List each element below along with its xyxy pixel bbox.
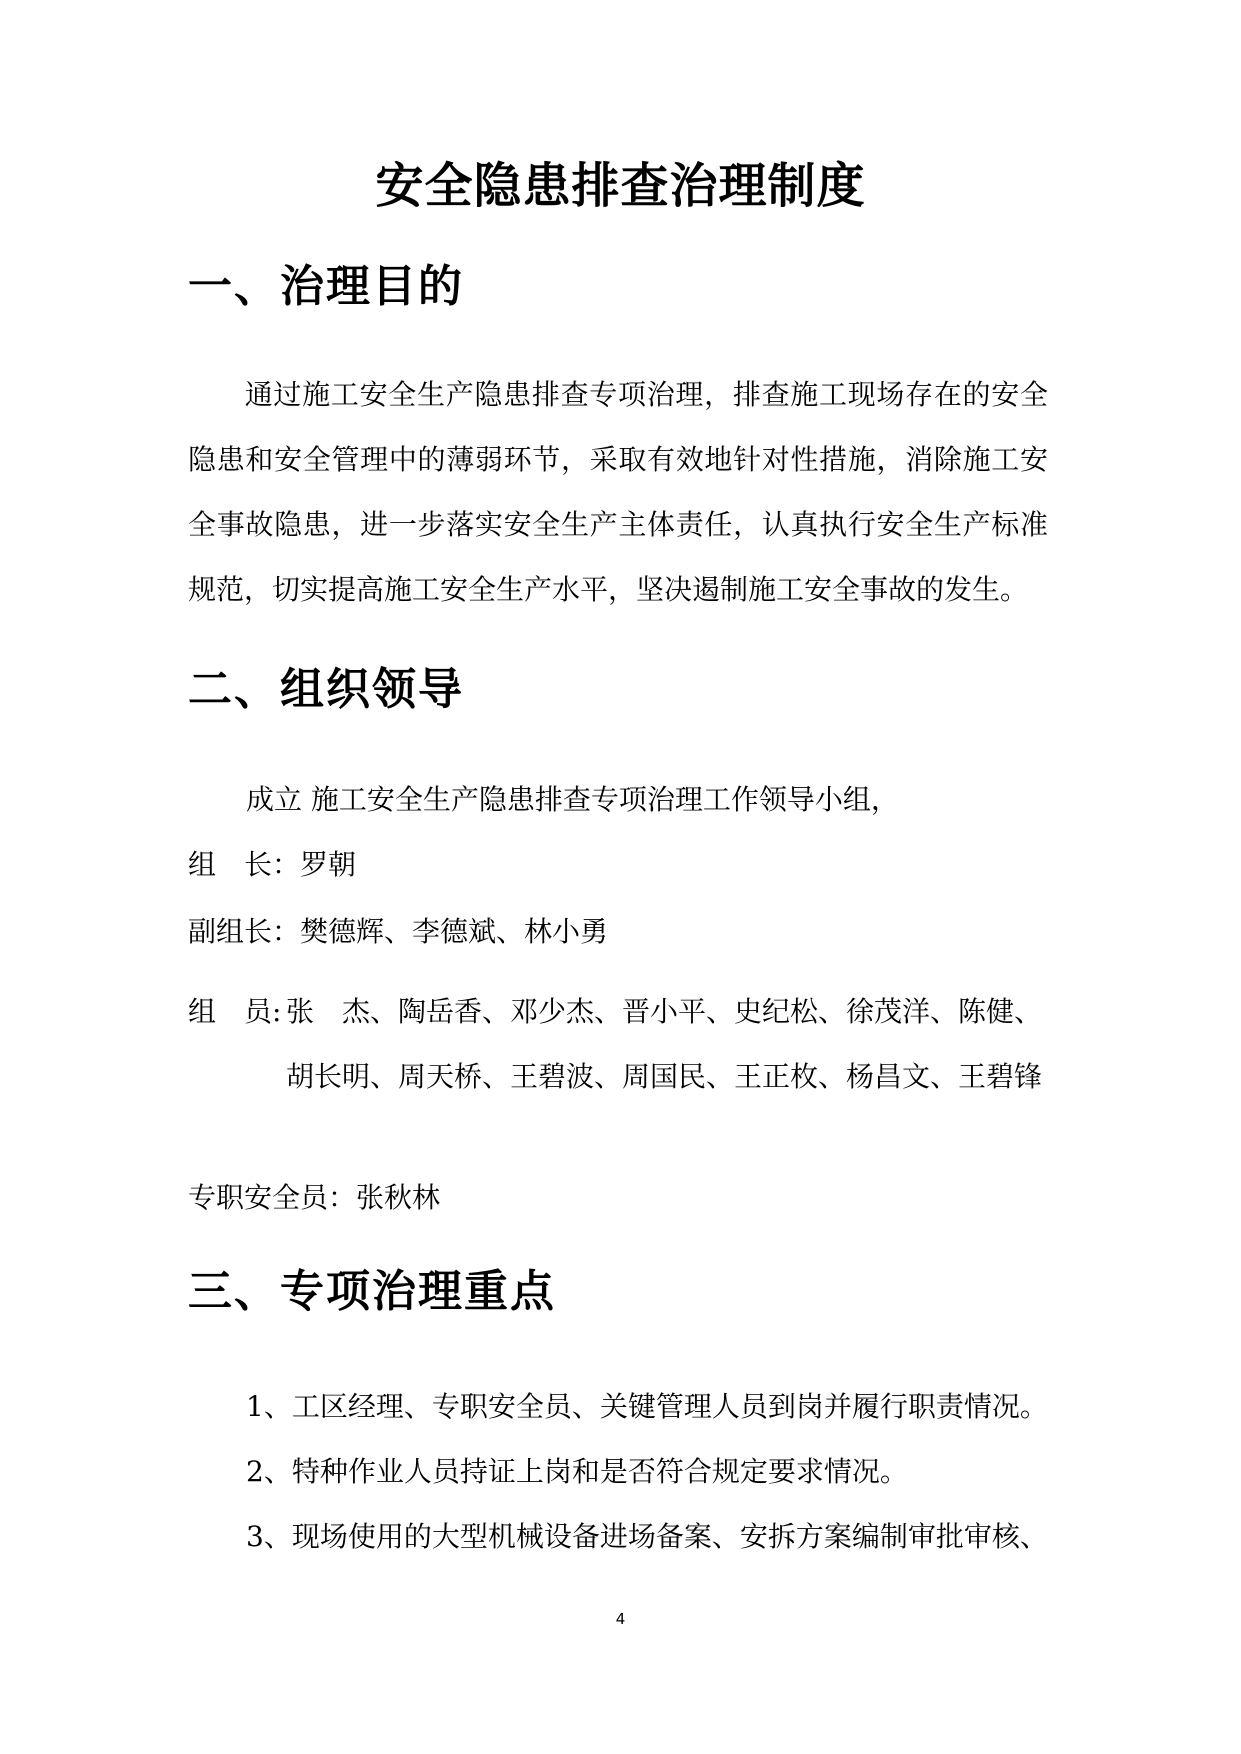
team-leader: 组 长：罗朝 bbox=[188, 848, 357, 881]
focus-item: 2、特种作业人员持证上岗和是否符合规定要求情况。 bbox=[246, 1455, 908, 1488]
section-paragraph-purpose: 通过施工安全生产隐患排查专项治理，排查施工现场存在的安全隐患和安全管理中的薄弱环节，采取有效地针对性措施，消除施工安全事故隐患，进一步落实安全生产主体责任，认真执行安全生产标准规范，切实提高施工安全生产水平，坚决遏制施工安全事故的发生。 bbox=[188, 378, 1048, 606]
organization-intro: 成立 施工安全生产隐患排查专项治理工作领导小组， bbox=[246, 783, 899, 816]
page-number: 4 bbox=[615, 1610, 626, 1628]
focus-item: 3、现场使用的大型机械设备进场备案、安拆方案编制审批审核、 bbox=[246, 1520, 1048, 1553]
document-title: 安全隐患排查治理制度 bbox=[375, 158, 866, 214]
section-heading-purpose: 一、治理目的 bbox=[188, 261, 464, 312]
focus-item: 1、工区经理、专职安全员、关键管理人员到岗并履行职责情况。 bbox=[246, 1390, 1048, 1423]
team-members-list: 张 杰、陶岳香、邓少杰、晋小平、史纪松、徐茂洋、陈健、胡长明、周天桥、王碧波、周国民、王正枚、杨昌文、王碧锋 bbox=[286, 995, 1043, 1093]
section-heading-focus: 三、专项治理重点 bbox=[188, 1266, 556, 1317]
section-heading-organization: 二、组织领导 bbox=[188, 664, 464, 715]
safety-officer: 专职安全员：张秋林 bbox=[188, 1181, 441, 1214]
deputy-leaders: 副组长：樊德辉、李德斌、林小勇 bbox=[188, 915, 609, 948]
team-members bbox=[188, 979, 1058, 1109]
team-members-label: 组 员: bbox=[188, 995, 282, 1028]
